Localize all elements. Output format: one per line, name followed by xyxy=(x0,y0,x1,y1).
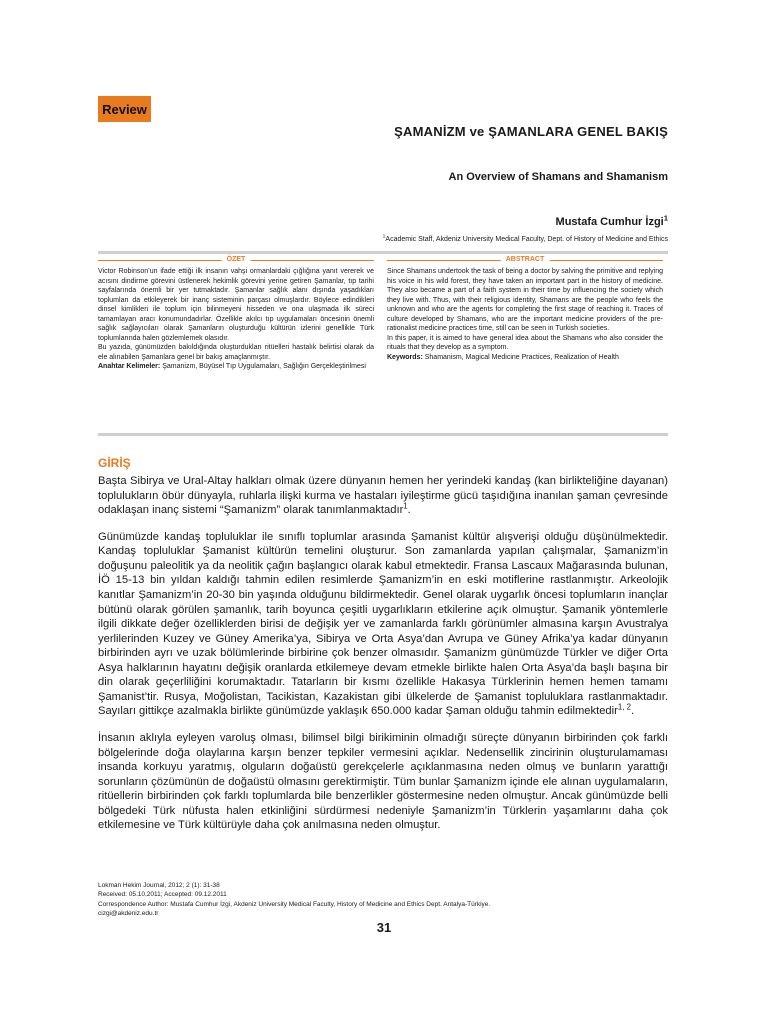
ozet-paragraph-1: Victor Robinson’un ifade ettiği ilk insanın vahşi ormanlardaki çığlığına yanıt vererek ve acısını dindirme görevini üstlenerek hekimlik görevini yerine getiren Şamanlar, tıp tarihi sayfalarında önemli bir yer tutmaktadır. Şamanlar sağlık alanı dışında yaşadıkları toplumları da etkileyerek bir inanç sisteminin parçası olmuşlardır. Böylece edindikleri dinsel kimlikleri ile toplum için bilinmeyeni hisseden ve ona ulaşmada ilk süreci tamamlayan aracı konumundadırlar. Özellikle akılcı tıp uygulamaları öncesinin önemli sağlık sağlayıcıları olarak Şamanların oluşturduğu kültürün izlerini genellikle Türk toplumlarında halen gözlemlemek olasıdır. xyxy=(98,268,374,342)
affiliation-line xyxy=(98,236,668,243)
ozet-keywords-label: Anahtar Kelimeler: xyxy=(98,363,161,371)
abstract-keywords-text: Shamanism, Magical Medicine Practices, Realization of Health xyxy=(424,353,619,361)
ozet-keywords-text: Şamanizm, Büyüsel Tıp Uygulamaları, Sağlığın Gerçekleştirilmesi xyxy=(162,363,366,371)
section-heading: GİRİŞ xyxy=(98,456,131,470)
citation-sup: 1 xyxy=(403,501,408,511)
ozet-keywords xyxy=(98,362,374,372)
article-subtitle: An Overview of Shamans and Shamanism xyxy=(448,171,668,183)
affiliation-text: Academic Staff, Akdeniz University Medical Faculty, Dept. of History of Medicine and Ethics xyxy=(385,236,668,243)
body-paragraph-3: İnsanın aklıyla eyleyen varoluş olması, bilimsel bilgi birikiminin olmadığı süreçte dünyanın birbirinden çok farklı bölgelerinde doğa olaylarına karşın benzer tepkiler vermesini açıklar. Nedensellik zincirinin oluşturulamaması insanda korkuyu yaratmış, olguların doğaüstü gerekçelerle açıklanmasına neden olmuş ve bunların yarattığı sorunların çözümünün de doğaüstü olmasını gerektirmiştir. Tüm bunlar Şamanizm içinde ele alınan uygulamaların, ritüellerin birbirinden çok farklı toplumlarda bile benzerlikler göstermesine neden olmuştur. Ancak günümüzde belli bölgedeki Türk nüfusta halen etkinliğini sürdürmesi nedeniyle Şamanizm’in Türklerin yaşamlarını daha çok etkilemesine ve Türk kültürüyle daha çok anılmasına neden olmuştur. xyxy=(98,732,668,832)
body-paragraph-2 xyxy=(98,530,668,719)
body-paragraph-1 xyxy=(98,474,668,518)
article-title: ŞAMANİZM ve ŞAMANLARA GENEL BAKIŞ xyxy=(394,124,668,139)
affiliation-sup: 1 xyxy=(382,234,386,240)
abstract-header xyxy=(387,255,663,267)
abstract-heading: ABSTRACT xyxy=(501,255,550,265)
abstract-box xyxy=(98,251,668,436)
abstract-column xyxy=(387,254,663,362)
footer-email[interactable]: cizgi@akdeniz.edu.tr xyxy=(98,910,159,918)
abstract-paragraph-2: In this paper, it is aimed to have general idea about the Shamans who also consider the rituals that they develop as a symptom. xyxy=(387,334,663,352)
body-paragraph-1-end: . xyxy=(407,504,411,517)
citation-sup: 1, 2 xyxy=(617,702,631,712)
abstract-keywords xyxy=(387,353,663,363)
review-badge: Review xyxy=(98,96,151,122)
body-text xyxy=(98,474,668,845)
ozet-header xyxy=(98,255,374,267)
page-number: 31 xyxy=(376,920,392,935)
author-name: Mustafa Cumhur İzgi xyxy=(555,216,664,228)
body-paragraph-2-text: Günümüzde kandaş topluluklar ile sınıflı toplumlar arasında Şamanist kültür alışverişi olduğu düşünülmektedir. Kandaş topluluklar Şamanist kültürün temelini oluşturur. Son zamanlarda yapılan çalışmalar, Şamanizm’in doğuşunu paleolitik ya da neolitik çağın başlangıcı olarak kabul etmektedir. Fransa Lascaux Mağarasında bulunan, İÖ 15-13 bin yıldan kaldığı tahmin edilen resimlerde Şamanizm’in en eski motiflerine rastlanmıştır. Arkeolojik kanıtlar Şamanizm’in 20-30 bin yaşında olduğunu bildirmektedir. Genel olarak uygarlık öncesi toplumların inançlar bütünü olarak görülen şamanlık, tarih boyunca çeşitli uygarlıkların etkilerine açık olmuştur. Şamanik yöntemlerle ilgili dikkate değer özelliklerden birisi de değişik yer ve zamanlarda farklı görünümler almasına karşın Avustralya yerlilerinden Kuzey ve Güney Amerika’ya, Sibirya ve Orta Asya’dan Avrupa ve Güney Afrika’ya kadar dünyanın birbirinden ayrı ve uzak bölümlerinde birbirine çok benzer olmasıdır. Şamanizm günümüzde Türkler ve diğer Orta Asya halklarının hayatını değişik oranlarda etkilemeye devam etmekle birlikte halen Orta Asya’da başlı başına bir din olarak geçerliliğini korumaktadır. Tatarların bir kısmı özellikle Hakasya Türklerinin hemen hemen tamamı Şamanist’tir. Rusya, Moğolistan, Tacikistan, Kazakistan gibi ülkelerde de Şamanist topluluklara rastlanmaktadır. Sayıları gittikçe azalmakla birlikte günümüzde yaklaşık 650.000 kadar Şaman olduğu tahmin edilmektedir xyxy=(98,530,668,718)
body-paragraph-1-text: Başta Sibirya ve Ural-Altay halkları olmak üzere dünyanın hemen her yerindeki kandaş (kan birlikteliğine dayanan) toplulukların öbür dünyayla, ruhlarla ilişki kurma ve hastaları iyileştirme gücü taşıdığına inanılan şaman çevresinde odaklaşan inanç sistemi “Şamanizm” olarak tanımlanmaktadır xyxy=(98,475,668,517)
abstract-keywords-label: Keywords: xyxy=(387,353,423,361)
footer-dates: Received: 05.10.2011; Accepted: 09.12.2011 xyxy=(98,891,227,899)
ozet-heading: ÖZET xyxy=(222,255,251,265)
body-paragraph-2-end: . xyxy=(630,705,635,718)
footer-journal: Lokman Hekim Journal, 2012; 2 (1): 31-38 xyxy=(98,882,220,889)
author-line xyxy=(98,213,668,228)
ozet-paragraph-2: Bu yazıda, günümüzden bakıldığında oluşturdukları ritüelleri hastalık belirtisi olarak da ele alınabilen Şamanlara genel bir bakış amaçlanmıştır. xyxy=(98,344,374,361)
author-sup: 1 xyxy=(663,213,668,223)
abstract-paragraph-1: Since Shamans undertook the task of being a doctor by salving the primitive and replying his voice in his wild forest, they have taken an important part in the history of medicine. They also became a part of a faith system in their time by influencing the society which they live with. Thus, with their religious identity, Shamans are the people who feels the unknown and who are the agents for completing the first stage of reaching it. Traces of culture developed by Shamans, who are the important medicine providers of the pre-rationalist medicine practices time, still can be seen in Turkish societies. xyxy=(387,268,663,333)
ozet-column xyxy=(98,254,374,372)
footer-correspondence: Correspondence Author: Mustafa Cumhur İzgi, Akdeniz University Medical Faculty, History of Medicine and Ethics Dept. Antalya-Türkiye. xyxy=(98,900,491,908)
footer xyxy=(98,881,668,919)
